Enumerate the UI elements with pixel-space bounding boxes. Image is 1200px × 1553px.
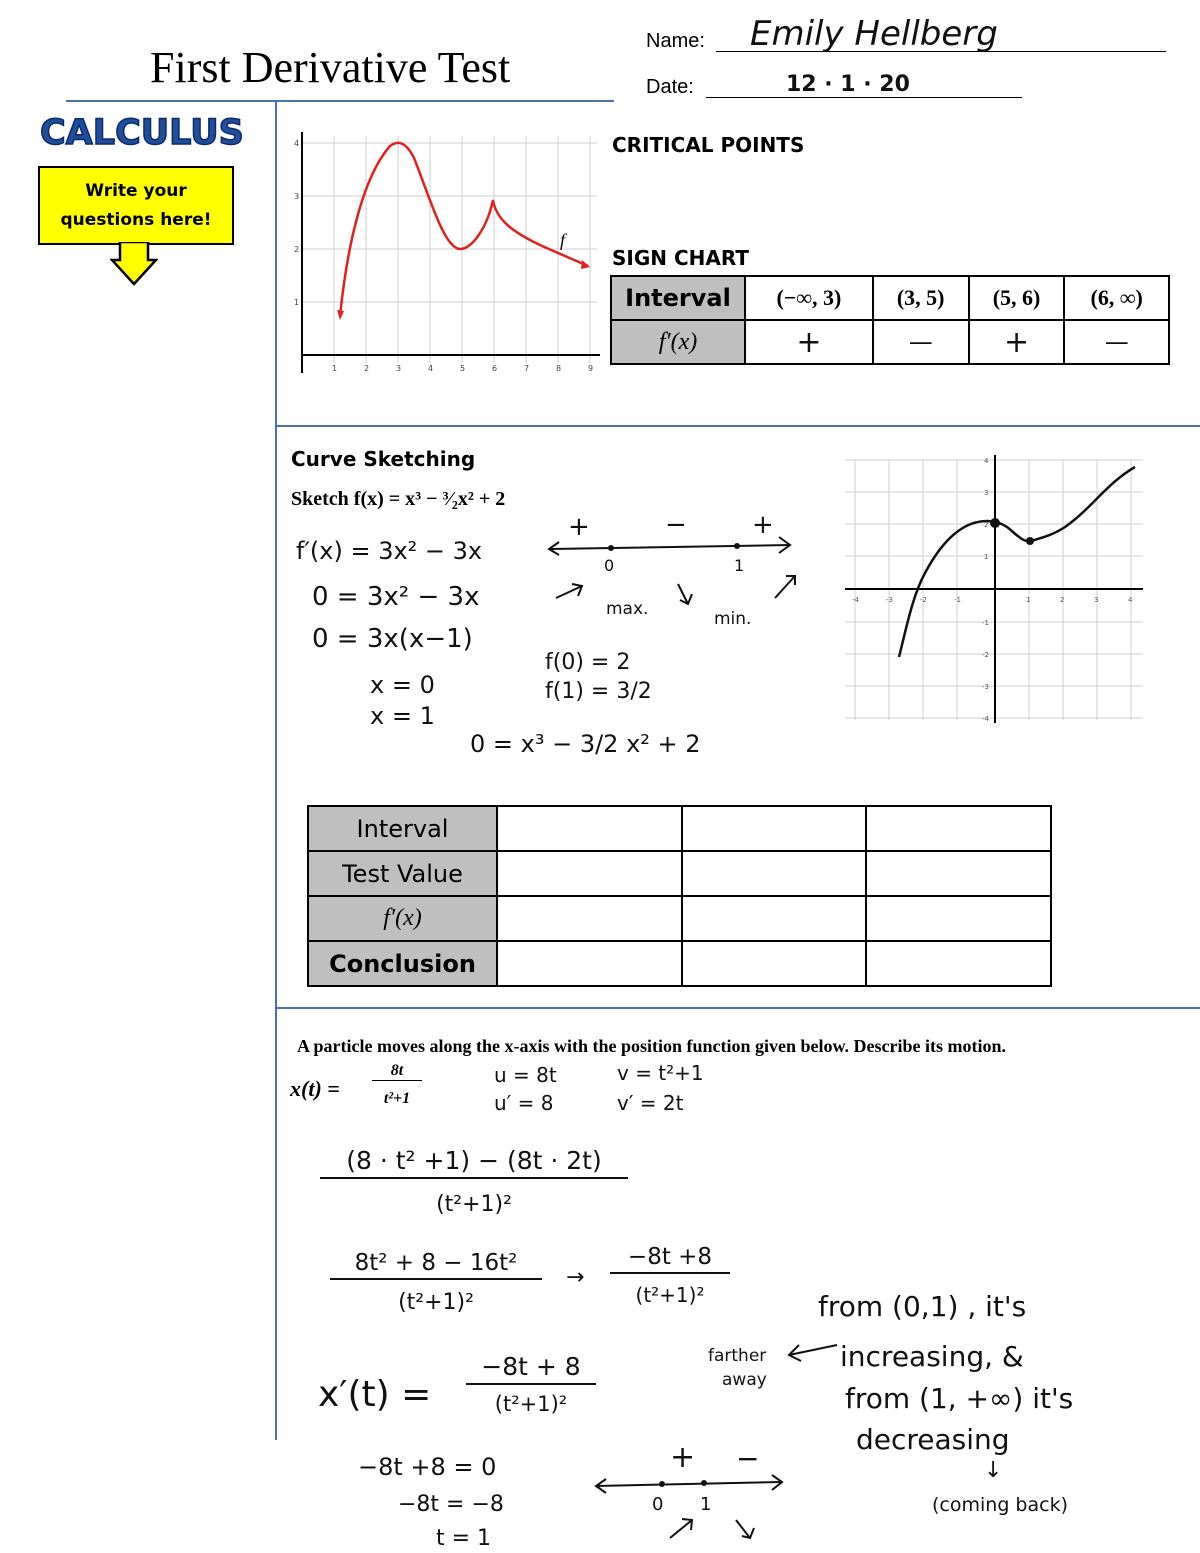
sketch-graph	[845, 455, 1145, 723]
table-cell	[682, 941, 867, 986]
svg-text:6: 6	[492, 364, 498, 373]
svg-text:-3: -3	[982, 683, 989, 691]
conclusion-line-2: increasing, &	[840, 1340, 1024, 1373]
nl2-minus: −	[736, 1442, 760, 1475]
svg-text:4: 4	[984, 457, 989, 465]
svg-text:4: 4	[294, 139, 300, 148]
nl2-plus: +	[670, 1440, 696, 1475]
svg-text:2: 2	[294, 245, 300, 254]
function-graph	[282, 128, 602, 383]
table-row-label: Test Value	[308, 851, 497, 896]
work-v-prime: v′ = 2t	[617, 1091, 684, 1115]
svg-text:1: 1	[984, 553, 989, 561]
table-cell	[866, 896, 1051, 941]
first-derivative-table	[307, 805, 1052, 987]
work-cubic: 0 = x³ − 3/2 x² + 2	[470, 730, 701, 758]
table-cell	[497, 941, 682, 986]
work-f1: f(1) = 3/2	[545, 679, 652, 704]
table-row-label: f′(x)	[308, 896, 497, 941]
table-row-label: Interval	[308, 806, 497, 851]
sign-cell: —	[873, 320, 969, 364]
max-label: max.	[606, 599, 649, 619]
question-callout	[38, 166, 234, 245]
sign-cell: +	[969, 320, 1065, 364]
table-row-label: Conclusion	[308, 941, 497, 986]
result-num: −8t +8	[610, 1244, 730, 1274]
svg-text:2: 2	[984, 521, 989, 529]
simplify-num: 8t² + 8 − 16t²	[330, 1250, 542, 1280]
svg-text:4: 4	[428, 364, 434, 373]
date-value: 12 · 1 · 20	[786, 72, 910, 97]
work-derivative: f′(x) = 3x² − 3x	[296, 537, 483, 565]
table-cell	[866, 806, 1051, 851]
date-line	[706, 97, 1022, 98]
nl1-tick-1: 1	[734, 556, 745, 575]
svg-text:7: 7	[524, 364, 530, 373]
svg-text:-4: -4	[982, 715, 989, 723]
svg-text:-2: -2	[982, 651, 989, 659]
svg-text:9: 9	[588, 364, 594, 373]
nl1-tick-0: 0	[604, 556, 615, 575]
svg-text:3: 3	[294, 192, 300, 201]
farther-note: farther	[708, 1346, 767, 1366]
sign-cell: —	[1064, 320, 1169, 364]
section-divider-2	[276, 1007, 1200, 1009]
work-f0: f(0) = 2	[545, 650, 631, 675]
conclusion-line-4: decreasing	[856, 1423, 1010, 1456]
table-cell	[682, 851, 867, 896]
conclusion-arrow: ↓	[984, 1458, 1003, 1483]
interval-cell: (5, 6)	[969, 276, 1065, 320]
svg-text:5: 5	[460, 364, 466, 373]
sketch-curve	[899, 467, 1135, 657]
result-den: (t²+1)²	[635, 1283, 705, 1307]
nl2-tick-1: 1	[700, 1494, 712, 1515]
svg-text:4: 4	[1128, 596, 1133, 604]
callout-arrow-icon	[110, 242, 158, 288]
svg-text:-1: -1	[982, 619, 989, 627]
sketch-min-point	[1026, 537, 1034, 545]
table-cell	[866, 851, 1051, 896]
position-function-lhs: x(t) =	[290, 1076, 340, 1101]
svg-text:-2: -2	[920, 596, 927, 604]
position-function-num: 8t	[372, 1062, 422, 1081]
conclusion-line-3: from (1, +∞) it's	[845, 1382, 1074, 1415]
nl2-trend-arrows	[664, 1508, 774, 1548]
curve-left-arrow	[337, 310, 344, 320]
x-prime-lhs: x′(t) =	[318, 1374, 432, 1415]
work-u: u = 8t	[494, 1063, 557, 1087]
curve-sketching-heading: Curve Sketching	[291, 447, 476, 471]
name-label: Name:	[646, 30, 705, 52]
solve-eq-3: t = 1	[436, 1526, 492, 1551]
x-prime-num: −8t + 8	[466, 1352, 596, 1385]
callout-line-2: questions here!	[60, 209, 212, 230]
calculus-logo: CALCULUS	[40, 113, 244, 153]
curve-sketching-prompt: Sketch f(x) = x³ − ³⁄₂x² + 2	[291, 488, 506, 510]
section-divider-1	[276, 425, 1200, 427]
conclusion-note: (coming back)	[932, 1494, 1068, 1516]
table-cell	[866, 941, 1051, 986]
svg-text:-1: -1	[954, 596, 961, 604]
solve-eq-1: −8t +8 = 0	[358, 1453, 497, 1481]
critical-points-heading: CRITICAL POINTS	[612, 133, 805, 157]
nl1-plus-left: +	[568, 512, 590, 542]
sign-chart-table	[610, 275, 1170, 365]
quotient-rule-num: (8 · t² +1) − (8t · 2t)	[320, 1146, 628, 1179]
interval-cell: (3, 5)	[873, 276, 969, 320]
position-function-den: t²+1	[383, 1090, 411, 1107]
date-label: Date:	[646, 76, 694, 98]
interval-cell: (−∞, 3)	[745, 276, 873, 320]
svg-text:1: 1	[1026, 596, 1031, 604]
f-curve	[340, 143, 588, 316]
graph-function-label: f	[560, 230, 566, 250]
away-note: away	[722, 1370, 767, 1390]
work-u-prime: u′ = 8	[494, 1091, 554, 1115]
trend-arrows	[550, 570, 810, 620]
margin-divider	[275, 100, 277, 1440]
svg-text:1: 1	[294, 298, 300, 307]
sign-chart-interval-label: Interval	[611, 276, 745, 320]
particle-question: A particle moves along the x-axis with the position function given below. Describe its motion.	[297, 1036, 1006, 1056]
svg-text:3: 3	[396, 364, 402, 373]
nl2-tick-0: 0	[652, 1494, 664, 1515]
work-root-1: x = 1	[370, 702, 435, 730]
svg-text:3: 3	[984, 489, 989, 497]
table-cell	[682, 806, 867, 851]
sketch-max-point	[990, 518, 1000, 528]
table-cell	[497, 806, 682, 851]
sign-chart-derivative-label: f′(x)	[611, 320, 745, 364]
sign-chart-heading: SIGN CHART	[612, 246, 750, 270]
x-prime-den: (t²+1)²	[494, 1392, 568, 1416]
callout-line-1: Write your	[85, 180, 187, 201]
nl1-minus: −	[665, 510, 687, 540]
table-cell	[497, 896, 682, 941]
svg-text:2: 2	[1060, 596, 1065, 604]
svg-text:3: 3	[1094, 596, 1099, 604]
sign-cell: +	[745, 320, 873, 364]
curve-right-arrow	[581, 260, 590, 269]
work-factor: 0 = 3x(x−1)	[312, 624, 473, 654]
svg-text:-4: -4	[852, 596, 859, 604]
simplify-den: (t²+1)²	[398, 1290, 474, 1315]
work-set-zero: 0 = 3x² − 3x	[312, 582, 480, 612]
name-value: Emily Hellberg	[750, 14, 998, 54]
solve-eq-2: −8t = −8	[398, 1492, 504, 1517]
table-cell	[682, 896, 867, 941]
simplify-arrow: →	[566, 1265, 585, 1290]
svg-text:8: 8	[556, 364, 562, 373]
work-root-0: x = 0	[370, 671, 435, 699]
farther-arrow-icon	[785, 1335, 845, 1365]
quotient-rule-den: (t²+1)²	[436, 1192, 512, 1217]
title-divider	[66, 100, 614, 102]
work-v: v = t²+1	[617, 1061, 704, 1085]
table-cell	[497, 851, 682, 896]
nl1-plus-right: +	[752, 510, 774, 540]
min-label: min.	[714, 609, 752, 629]
page-title: First Derivative Test	[150, 43, 511, 92]
svg-text:-3: -3	[886, 596, 893, 604]
svg-text:1: 1	[332, 364, 338, 373]
conclusion-line-1: from (0,1) , it's	[818, 1290, 1027, 1323]
svg-text:2: 2	[364, 364, 370, 373]
interval-cell: (6, ∞)	[1064, 276, 1169, 320]
